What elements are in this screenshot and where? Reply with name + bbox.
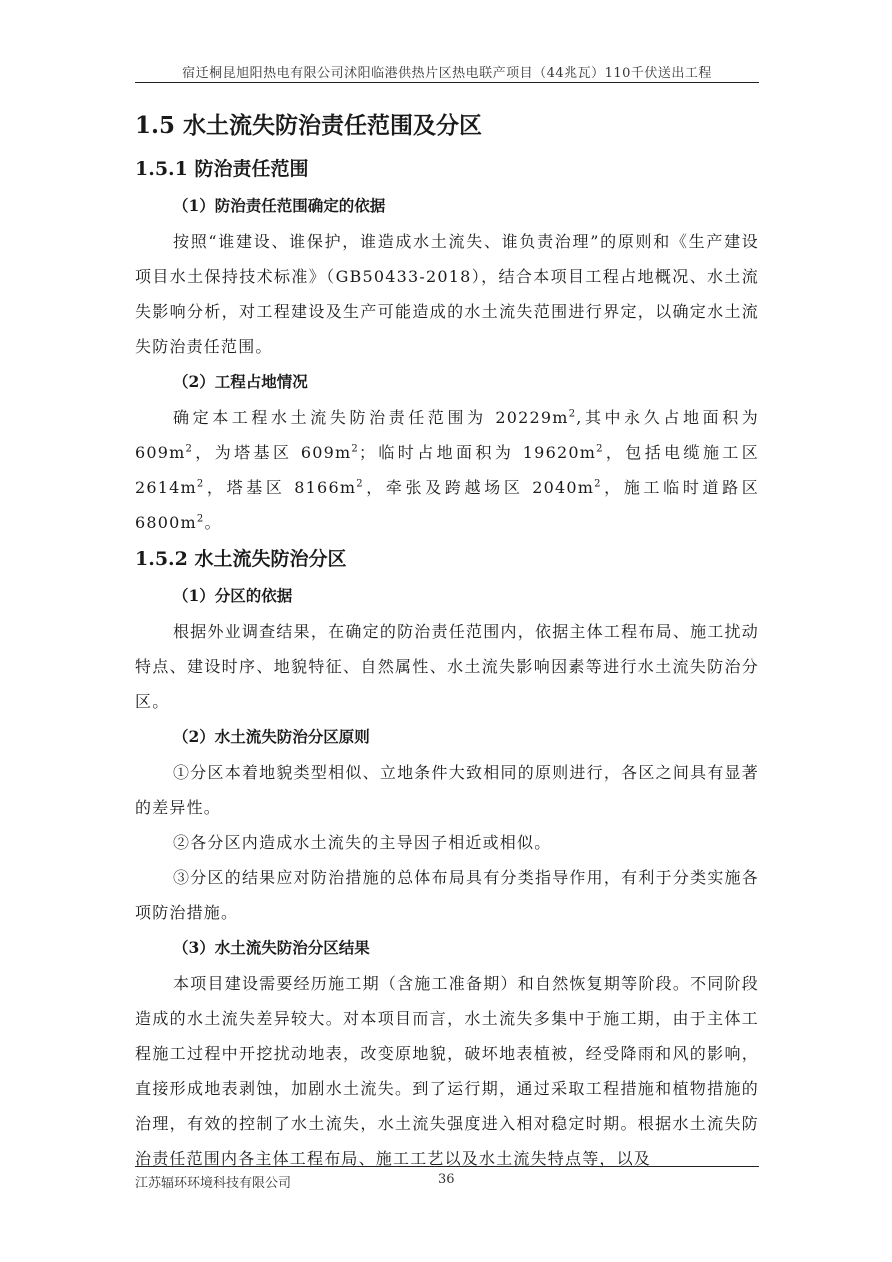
paragraph-zoning-results: 本项目建设需要经历施工期（含施工准备期）和自然恢复期等阶段。不同阶段造成的水土流失差异较大。对本项目而言，水土流失多集中于施工期，由于主体工程施工过程中开挖扰动地表，改变原地貌，破坏地表植被，经受降雨和风的影响，直接形成地表剥蚀，加剧水土流失。到了运行期，通过采取工程措施和植物措施的治理，有效的控制了水土流失，水土流失强度进入相对稳定时期。根据水土流失防治责任范围内各主体工程布局、施工工艺以及水土流失特点等，以及 bbox=[135, 974, 759, 1168]
footer-company: 江苏辐环环境科技有限公司 bbox=[135, 1176, 292, 1191]
item-heading-zoning-principles: （2）水土流失防治分区原则 bbox=[173, 727, 370, 746]
page-number: 36 bbox=[438, 1172, 455, 1187]
document-body bbox=[135, 106, 759, 1176]
item-heading-zoning-results: （3）水土流失防治分区结果 bbox=[173, 938, 370, 957]
page-header: 宿迁桐昆旭阳热电有限公司沭阳临港供热片区热电联产项目（44兆瓦）110千伏送出工程 bbox=[182, 66, 712, 81]
header-rule bbox=[135, 82, 759, 83]
item-heading-zoning-basis: （1）分区的依据 bbox=[173, 586, 293, 605]
principle-1: ①分区本着地貌类型相似、立地条件大致相同的原则进行，各区之间具有显著的差异性。 bbox=[135, 763, 759, 817]
item-heading-basis: （1）防治责任范围确定的依据 bbox=[173, 196, 386, 215]
item-heading-land-occupation: （2）工程占地情况 bbox=[173, 372, 308, 391]
subsection-title-zoning: 1.5.2 水土流失防治分区 bbox=[135, 548, 347, 570]
subsection-title-responsibility: 1.5.1 防治责任范围 bbox=[135, 158, 309, 180]
paragraph-land-occupation: 确定本工程水土流失防治责任范围为 $20229m^2$,其中永久占地面积为 $609m^2$，为塔基区 $609m^2$；临时占地面积为 $19620m^2$，包括电缆施工区 $2614m^2$，塔基区 $8166m^2$，牵张及跨越场区 $2040m^2$，施工临时道路区 $6800m^2$。 bbox=[135, 408, 760, 532]
principle-2: ②各分区内造成水土流失的主导因子相近或相似。 bbox=[173, 833, 552, 852]
footer-rule bbox=[135, 1166, 759, 1167]
paragraph-basis: 按照“谁建设、谁保护，谁造成水土流失、谁负责治理”的原则和《生产建设项目水土保持技术标准》（GB50433-2018），结合本项目工程占地概况、水土流失影响分析，对工程建设及生产可能造成的水土流失范围进行界定，以确定水土流失防治责任范围。 bbox=[135, 232, 759, 356]
principle-3: ③分区的结果应对防治措施的总体布局具有分类指导作用，有利于分类实施各项防治措施。 bbox=[135, 868, 759, 922]
section-title: 1.5 水土流失防治责任范围及分区 bbox=[135, 112, 483, 139]
paragraph-zoning-basis: 根据外业调查结果，在确定的防治责任范围内，依据主体工程布局、施工扰动特点、建设时序、地貌特征、自然属性、水土流失影响因素等进行水土流失防治分区。 bbox=[135, 622, 759, 711]
